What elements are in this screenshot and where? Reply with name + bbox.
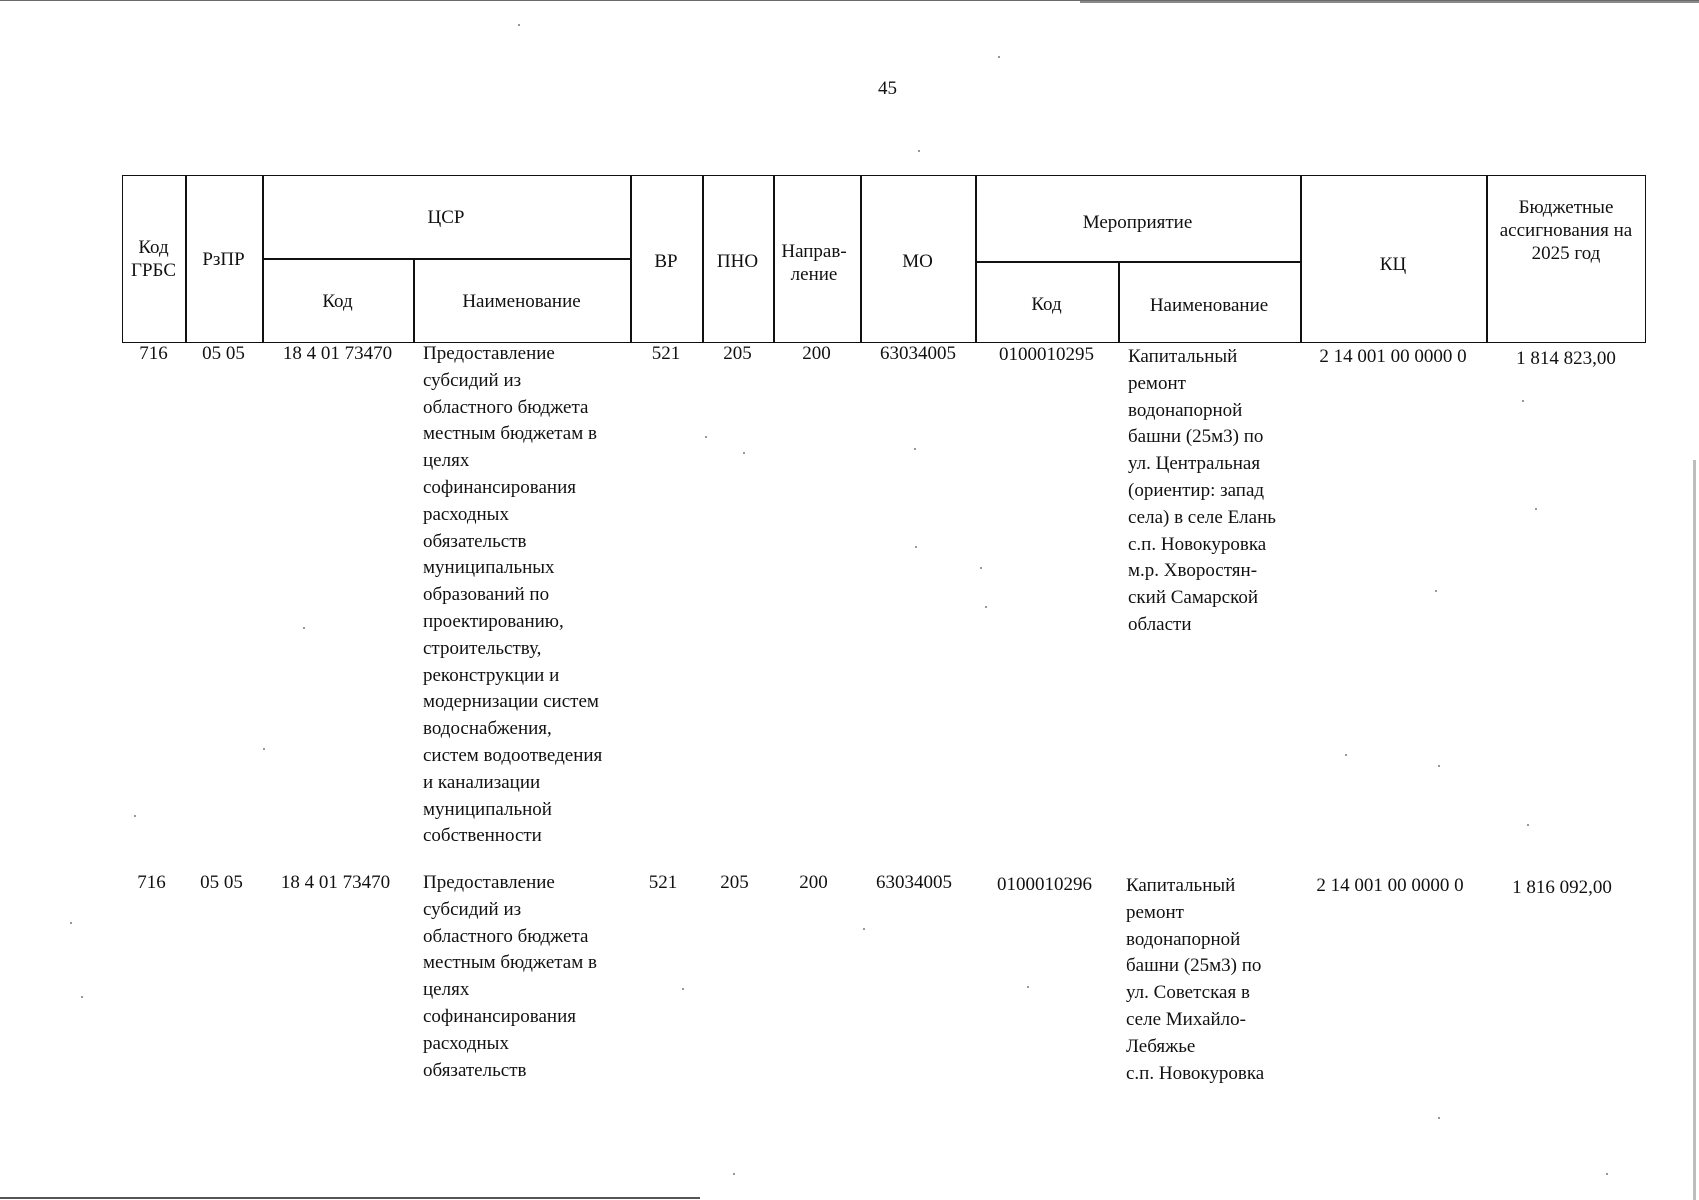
cell-mo: 63034005	[876, 872, 952, 893]
scan-speck	[733, 1173, 735, 1175]
scan-speck	[1527, 824, 1529, 826]
cell-grbs: 716	[137, 872, 166, 893]
cell-direction: 200	[799, 872, 828, 893]
header-event-code: Код	[1031, 294, 1062, 315]
scan-speck	[918, 150, 920, 152]
scan-speck	[1438, 765, 1440, 767]
header-subdivider	[975, 261, 1301, 263]
scan-edge-top-right	[1080, 1, 1699, 3]
scan-speck	[682, 988, 684, 990]
cell-csr-code: 18 4 01 73470	[280, 872, 391, 893]
scan-speck	[863, 928, 865, 930]
cell-csr-code: 18 4 01 73470	[282, 343, 393, 364]
cell-rzpr: 05 05	[202, 343, 245, 364]
scan-speck	[263, 748, 265, 750]
header-grbs: Код ГРБС	[130, 237, 176, 281]
cell-event-name: Капитальный ремонт водонапорной башни (25м3) по ул. Советская в селе Михайло- Лебяжье с.п. Новокуровка	[1126, 875, 1265, 1084]
header-subdivider	[262, 258, 631, 260]
header-csr-name: Наименование	[462, 291, 581, 312]
header-divider	[975, 175, 977, 343]
cell-grbs: 716	[139, 343, 168, 364]
cell-csr-name: Предоставление субсидий из областного бюджета местным бюджетам в целях софинансирования расходных обязательств муниципальных образований по проектированию, строительству, реконструкции и модернизации систем водоснабжения, систем водоотведения и канализации муниципальной собственности	[423, 343, 603, 847]
scan-speck	[1345, 754, 1347, 756]
header-event-name: Наименование	[1149, 295, 1269, 316]
header-rzpr: РзПР	[202, 249, 245, 270]
scan-edge-bottom	[0, 1197, 700, 1199]
cell-rzpr: 05 05	[200, 872, 243, 893]
header-budget: Бюджетные ассигнования на 2025 год	[1499, 197, 1633, 264]
cell-mo: 63034005	[880, 343, 956, 364]
header-mo: МО	[902, 251, 933, 272]
scan-speck	[998, 56, 1000, 58]
header-event: Мероприятие	[1082, 212, 1193, 233]
cell-event-code: 0100010296	[997, 874, 1092, 895]
cell-csr-name: Предоставление субсидий из областного бюджета местным бюджетам в целях софинансирования расходных обязательств	[423, 872, 597, 1081]
scan-speck	[1435, 590, 1437, 592]
scan-speck	[303, 627, 305, 629]
scan-speck	[134, 815, 136, 817]
cell-budget: 1 816 092,00	[1512, 877, 1612, 898]
header-kc: КЦ	[1379, 254, 1407, 275]
scan-speck	[985, 606, 987, 608]
scan-speck	[1438, 1117, 1440, 1119]
scan-speck	[743, 452, 745, 454]
cell-budget: 1 814 823,00	[1516, 348, 1616, 369]
header-vr: ВР	[654, 251, 678, 272]
scan-speck	[518, 24, 520, 26]
scan-speck	[705, 436, 707, 438]
scan-speck	[70, 922, 72, 924]
cell-kc: 2 14 001 00 0000 0	[1319, 346, 1467, 367]
cell-pno: 205	[723, 343, 752, 364]
cell-direction: 200	[802, 343, 831, 364]
scan-edge-right	[1693, 460, 1696, 1200]
page-number: 45	[878, 78, 897, 99]
cell-event-name: Капитальный ремонт водонапорной башни (25м3) по ул. Центральная (ориентир: запад села) в селе Елань с.п. Новокуровка м.р. Хворостян- ский Самарской области	[1128, 346, 1276, 635]
scan-speck	[914, 448, 916, 450]
cell-vr: 521	[651, 343, 681, 364]
cell-vr: 521	[648, 872, 678, 893]
cell-event-code: 0100010295	[999, 344, 1094, 365]
scan-speck	[1027, 986, 1029, 988]
scan-speck	[1522, 400, 1524, 402]
scan-speck	[81, 996, 83, 998]
header-direction: Направ-ление	[781, 241, 847, 285]
header-csr-code: Код	[322, 291, 353, 312]
header-pno: ПНО	[716, 251, 759, 272]
cell-kc: 2 14 001 00 0000 0	[1316, 875, 1464, 896]
cell-pno: 205	[720, 872, 749, 893]
scan-speck	[915, 546, 917, 548]
scan-speck	[980, 567, 982, 569]
scan-speck	[1606, 1173, 1608, 1175]
header-csr: ЦСР	[427, 207, 465, 228]
header-divider	[773, 175, 775, 343]
scan-speck	[1535, 508, 1537, 510]
